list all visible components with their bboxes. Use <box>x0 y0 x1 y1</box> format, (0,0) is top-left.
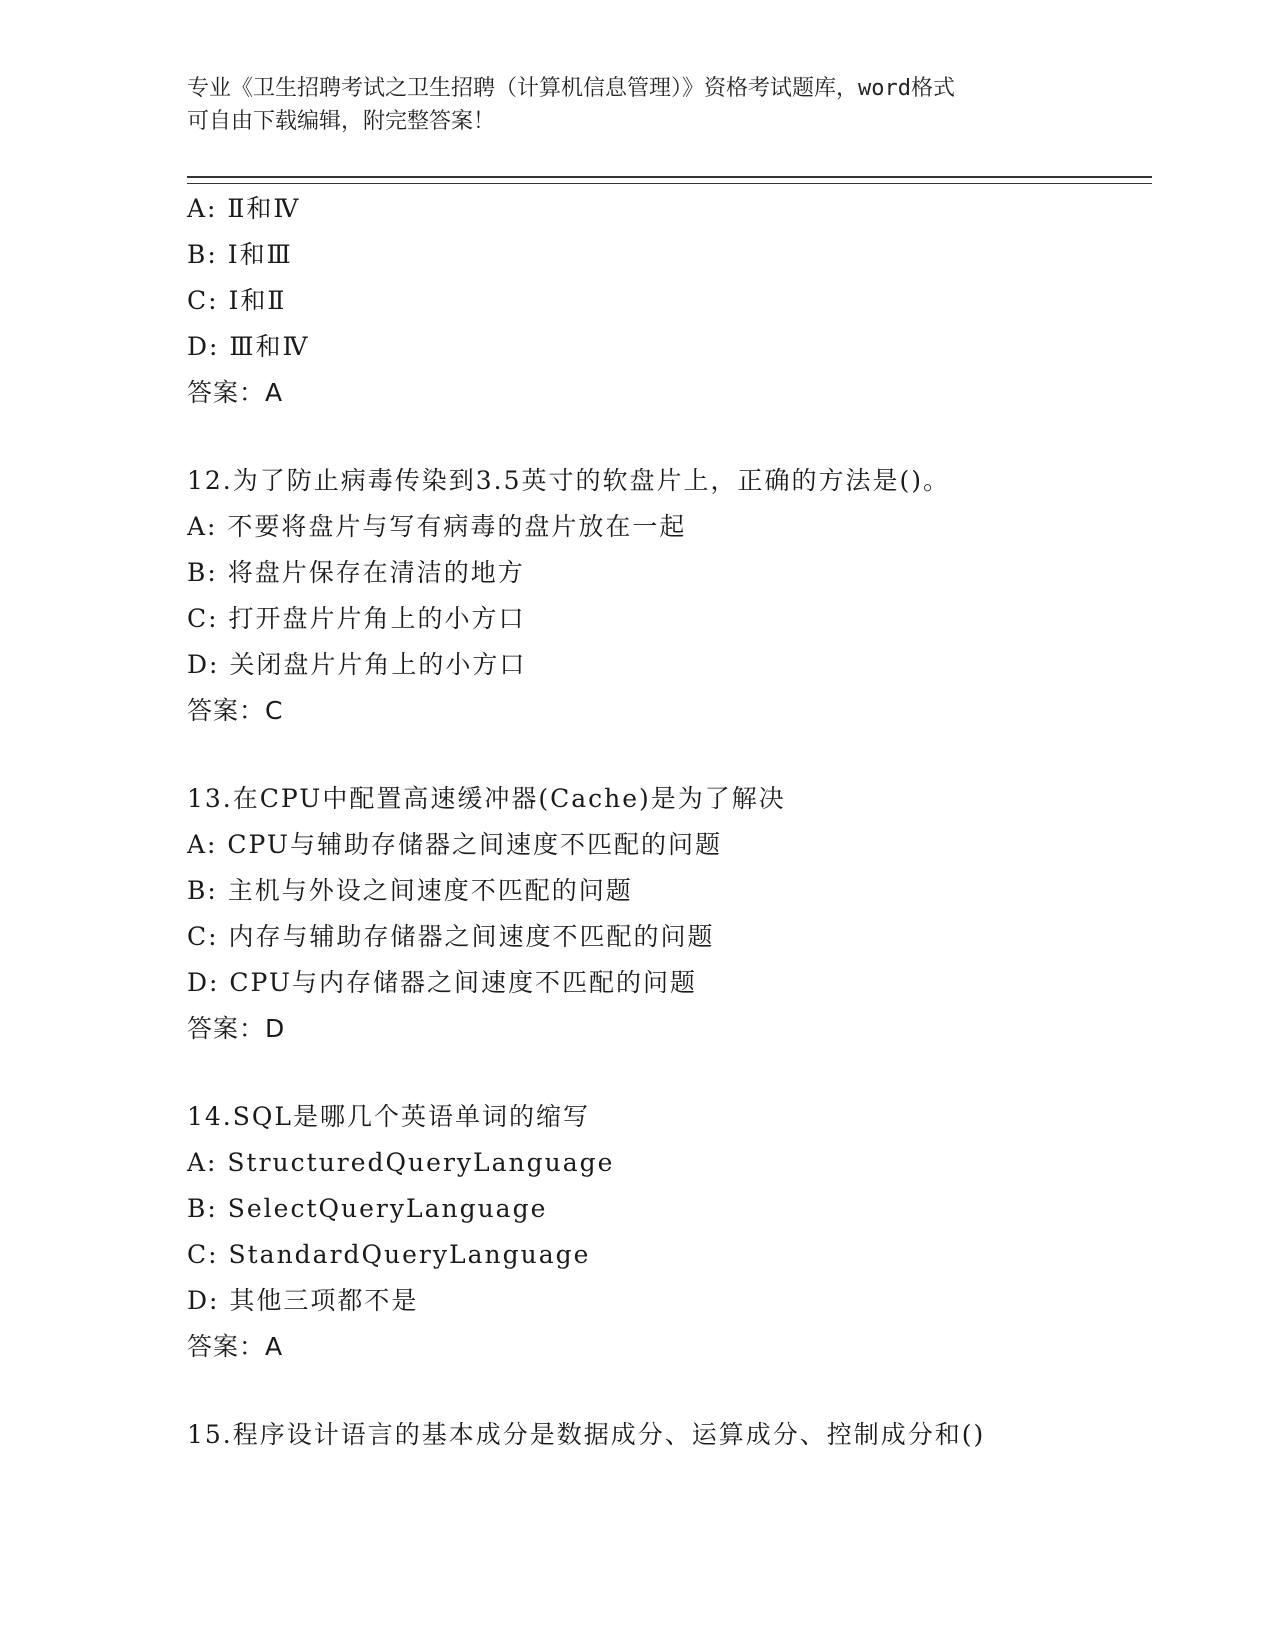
question-block-12 <box>187 458 1147 734</box>
option-a: A: StructuredQueryLanguage <box>187 1148 615 1177</box>
spacer <box>187 734 1147 776</box>
answer-line: 答案：A <box>187 1332 284 1361</box>
header-title-line-2: 可自由下载编辑，附完整答案！ <box>187 109 496 134</box>
option-c: C: StandardQueryLanguage <box>187 1240 591 1269</box>
option-c: C: 内存与辅助存储器之间速度不匹配的问题 <box>187 922 715 951</box>
spacer <box>187 1052 1147 1094</box>
answer-line: 答案：D <box>187 1014 286 1043</box>
answer-line: 答案：C <box>187 696 284 725</box>
question-text: 12.为了防止病毒传染到3.5英寸的软盘片上，正确的方法是()。 <box>187 466 951 495</box>
header-divider <box>187 176 1152 184</box>
question-block-11 <box>187 186 1147 416</box>
option-c: C: 打开盘片片角上的小方口 <box>187 604 526 633</box>
question-block-15 <box>187 1412 1147 1458</box>
question-block-13 <box>187 776 1147 1052</box>
option-b: B: 将盘片保存在清洁的地方 <box>187 558 525 587</box>
option-d: D: 其他三项都不是 <box>187 1286 419 1315</box>
option-a: A: 不要将盘片与写有病毒的盘片放在一起 <box>187 512 687 541</box>
spacer <box>187 1370 1147 1412</box>
question-block-14 <box>187 1094 1147 1370</box>
option-a: A: CPU与辅助存储器之间速度不匹配的问题 <box>187 830 723 859</box>
question-text: 15.程序设计语言的基本成分是数据成分、运算成分、控制成分和() <box>187 1420 986 1449</box>
option-d: D: Ⅲ和Ⅳ <box>187 332 310 361</box>
question-list <box>187 186 1147 1458</box>
document-header <box>187 72 1087 138</box>
option-d: D: CPU与内存储器之间速度不匹配的问题 <box>187 968 697 997</box>
option-a: A: Ⅱ和Ⅳ <box>187 194 301 223</box>
option-c: C: Ⅰ和Ⅱ <box>187 286 287 315</box>
option-b: B: 主机与外设之间速度不匹配的问题 <box>187 876 633 905</box>
spacer <box>187 416 1147 458</box>
option-b: B: Ⅰ和Ⅲ <box>187 240 293 269</box>
option-d: D: 关闭盘片片角上的小方口 <box>187 650 527 679</box>
question-text: 14.SQL是哪几个英语单词的缩写 <box>187 1102 590 1131</box>
answer-line: 答案：A <box>187 378 284 407</box>
question-text: 13.在CPU中配置高速缓冲器(Cache)是为了解决 <box>187 784 786 813</box>
header-title-line-1: 专业《卫生招聘考试之卫生招聘（计算机信息管理）》资格考试题库，word格式 <box>187 76 955 101</box>
option-b: B: SelectQueryLanguage <box>187 1194 548 1223</box>
